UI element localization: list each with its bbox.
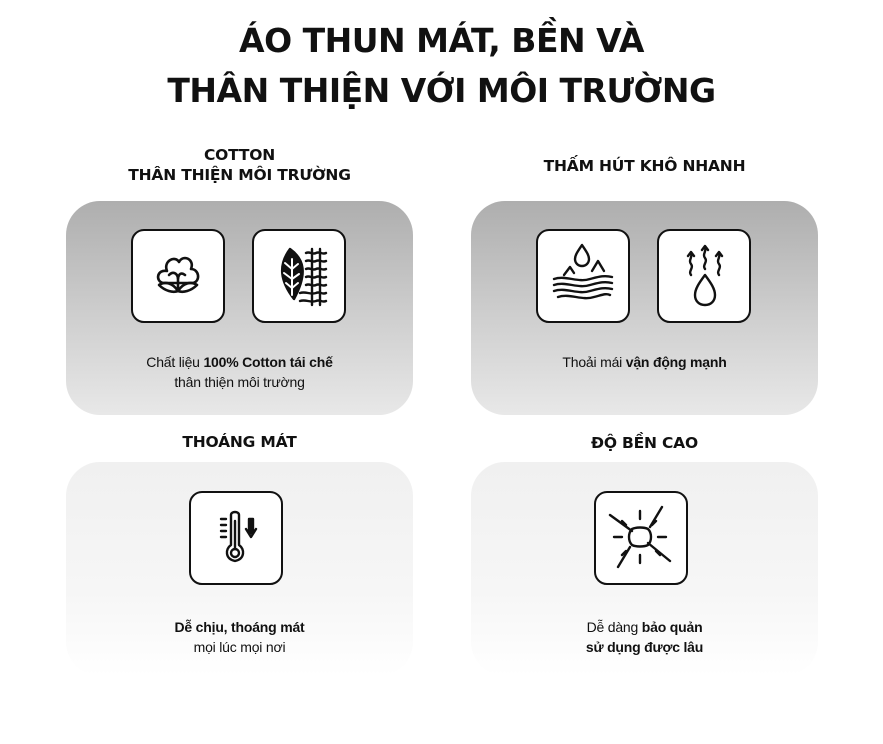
cotton-caption-line2: thân thiện môi trường	[174, 374, 305, 390]
leaf-fabric-icon	[252, 229, 346, 323]
absorb-card	[471, 201, 818, 415]
cotton-heading	[66, 145, 413, 185]
durable-caption-line1	[471, 617, 818, 637]
durable-caption-regular: Dễ dàng	[586, 619, 642, 635]
fabric-layers-drop-icon	[536, 229, 630, 323]
cotton-heading-line2: THÂN THIỆN MÔI TRƯỜNG	[128, 166, 351, 184]
cotton-caption-line1	[66, 352, 413, 372]
durable-fabric-icon	[594, 491, 688, 585]
absorb-heading: THẤM HÚT KHÔ NHANH	[543, 157, 746, 175]
durable-caption-line2	[471, 637, 818, 657]
cotton-caption-regular: Chất liệu	[146, 354, 204, 370]
absorb-caption-regular: Thoải mái	[562, 354, 626, 370]
cotton-flower-icon	[131, 229, 225, 323]
absorb-caption-bold: vận động mạnh	[625, 354, 727, 370]
page-title-line1: ÁO THUN MÁT, BỀN VÀ	[239, 21, 644, 60]
cool-caption-bold: Dễ chịu, thoáng mát	[174, 619, 305, 635]
durable-heading: ĐỘ BỀN CAO	[591, 434, 698, 452]
durable-card	[471, 462, 818, 676]
cotton-caption-bold: 100% Cotton tái chế	[203, 354, 333, 370]
evaporating-drop-icon	[657, 229, 751, 323]
absorb-caption	[471, 352, 818, 372]
thermometer-down-icon	[189, 491, 283, 585]
cool-caption-line2: mọi lúc mọi nơi	[193, 639, 286, 655]
cotton-card	[66, 201, 413, 415]
page-title-line2: THÂN THIỆN VỚI MÔI TRƯỜNG	[167, 71, 716, 110]
cool-heading: THOÁNG MÁT	[182, 433, 297, 451]
cotton-heading-line1: COTTON	[203, 146, 275, 164]
cool-caption-line1	[66, 617, 413, 637]
durable-caption-bold: bảo quản	[641, 619, 703, 635]
cool-card	[66, 462, 413, 676]
durable-caption-line2-bold: sử dụng được lâu	[585, 639, 704, 655]
